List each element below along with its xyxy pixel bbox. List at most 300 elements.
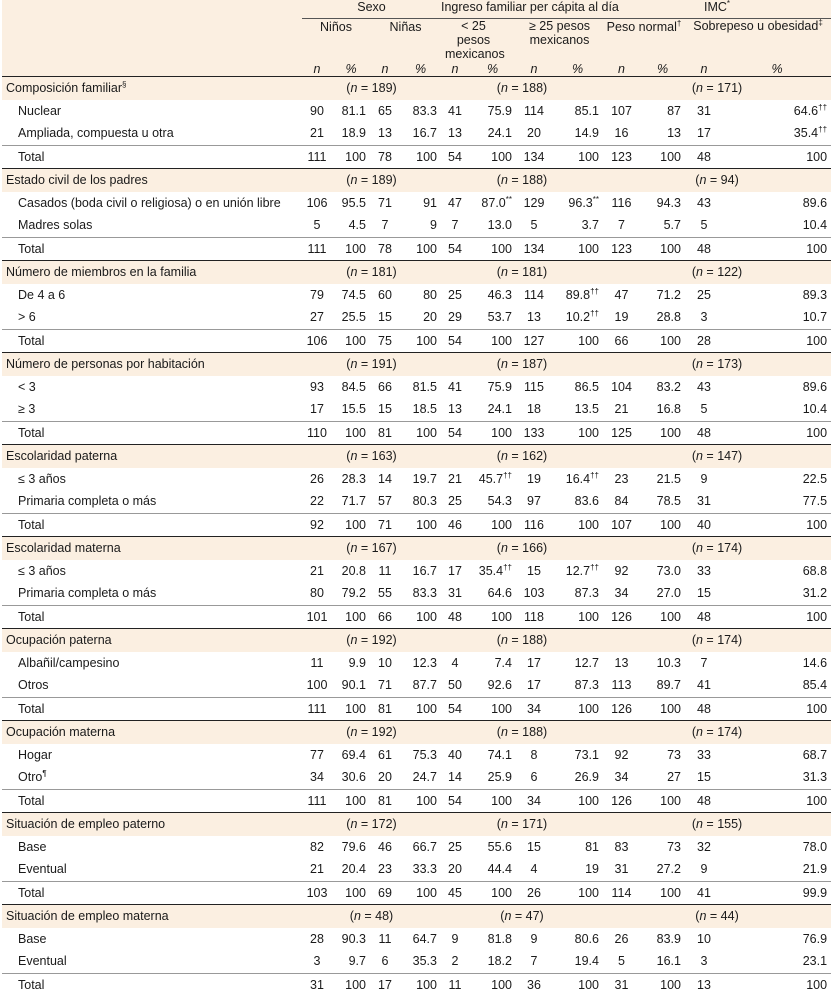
row-label-text: Primaria completa o más [18,586,157,601]
cell-value: 19 [527,471,541,486]
cell-value: 87 [667,103,681,118]
cell-n [441,582,469,605]
cell-pct [332,122,370,145]
cell-value: 17 [527,678,541,693]
section-title [2,813,302,836]
n-symbol: n [350,265,358,280]
total-pct: 100 [640,697,685,721]
cell-n [370,192,400,215]
cell-n [603,560,640,583]
row-label [2,744,302,767]
cell-value: 34 [310,770,324,785]
total-n: 101 [302,605,332,629]
cell-value: 5 [313,218,321,233]
total-pct: 100 [332,145,370,169]
cell-pct [640,284,685,307]
cell-n [685,398,723,421]
col-lt25-header: < 25 pesos mexicanos [445,19,505,61]
cell-value: 90 [310,103,324,118]
cell-n [370,306,400,329]
cell-value: 12.3 [412,655,437,670]
cell-value: 17 [697,126,711,141]
n-symbol: n [696,449,703,464]
cell-n [302,490,332,513]
cell-pct [469,398,516,421]
cell-pct [332,950,370,973]
cell-pct [469,122,516,145]
cell-n [603,100,640,123]
cell-value: 85.1 [574,103,599,118]
cell-value: 4 [451,655,459,670]
cell-n [516,836,552,859]
total-n: 103 [302,881,332,905]
total-n: 48 [685,421,723,445]
cell-value: 31 [697,103,711,118]
total-pct: 100 [640,421,685,445]
cell-n [302,306,332,329]
total-n: 127 [516,329,552,353]
cell-value: 24.1 [487,402,512,417]
cell-value: 84 [614,494,629,509]
n-symbol: n [500,725,508,740]
cell-pct [723,306,831,329]
cell-pct [723,766,831,789]
table-row [2,306,831,329]
total-n: 107 [603,513,640,537]
cell-value: 66.7 [412,839,437,854]
cell-n [441,468,469,491]
cell-pct [400,744,441,767]
cell-value: 9 [700,471,708,486]
cell-n [441,766,469,789]
cell-value: 57 [378,494,392,509]
cell-value: 21 [310,862,324,877]
cell-value: 114 [524,103,544,118]
cell-n [370,284,400,307]
row-label-text: Madres solas [18,218,93,233]
cell-n [603,950,640,973]
pct-subheader: % [332,61,370,77]
cell-value: 9 [700,862,708,877]
cell-value: 91 [423,195,437,210]
total-n: 118 [516,605,552,629]
cell-value: 77.5 [802,494,828,509]
row-label [2,766,302,789]
section-title [2,721,302,744]
cell-n [370,398,400,421]
cell-value: 83.3 [412,586,437,601]
row-label [2,582,302,605]
section-n-imc: (n = 122) [603,261,831,284]
n-symbol: n [350,633,358,648]
cell-n [370,950,400,973]
cell-value: 69.4 [341,747,366,762]
total-row [2,605,831,629]
cell-pct [400,858,441,881]
row-label [2,652,302,675]
section-n-ingreso: (n = 188) [441,721,603,744]
cell-pct [332,560,370,583]
cell-value: 7.4 [494,655,512,670]
cell-n [685,306,723,329]
section-n-ingreso: (n = 187) [441,353,603,376]
total-pct: 99.9 [723,881,831,905]
cell-value: 6 [381,954,389,969]
cell-n [302,744,332,767]
cell-pct [723,652,831,675]
cell-n [441,214,469,237]
section-row [2,813,831,836]
total-n: 106 [302,329,332,353]
cell-n [441,928,469,951]
cell-n [370,766,400,789]
section-row [2,721,831,744]
total-row [2,329,831,353]
cell-n [516,858,552,881]
cell-pct [400,214,441,237]
total-pct: 100 [400,605,441,629]
cell-pct [552,306,603,329]
cell-n [302,468,332,491]
total-pct: 100 [640,605,685,629]
cell-value: 15 [378,310,392,325]
cell-value: 10.4 [802,218,828,233]
cell-value: 31.2 [802,586,828,601]
cell-mark: †† [503,470,512,480]
cell-value: 73.1 [574,747,599,762]
cell-n [685,652,723,675]
row-label-text: ≥ 3 [18,402,36,417]
cell-n [603,490,640,513]
cell-pct [640,122,685,145]
n-symbol: n [500,633,508,648]
cell-pct [332,582,370,605]
cell-pct [723,192,831,215]
cell-value: 10.2 [565,310,591,325]
cell-value: 61 [378,747,392,762]
section-title [2,353,302,376]
cell-value: 90.3 [341,931,366,946]
cell-pct [552,582,603,605]
cell-pct [552,744,603,767]
n-symbol: n [500,357,508,372]
cell-n [685,214,723,237]
cell-value: 43 [697,379,711,394]
cell-value: 78.0 [802,839,828,854]
cell-n [441,192,469,215]
total-label: Total [2,145,302,169]
total-pct: 100 [332,421,370,445]
cell-value: 23 [614,471,629,486]
total-row [2,421,831,445]
cell-value: 14.6 [802,655,828,670]
cell-pct [469,674,516,697]
section-row [2,629,831,652]
n-subheader: n [302,61,332,77]
cell-pct [332,836,370,859]
total-pct: 100 [469,513,516,537]
row-label [2,490,302,513]
cell-value: 28 [310,931,324,946]
cell-pct [552,376,603,399]
section-title-mark: § [122,80,127,90]
total-n: 123 [603,145,640,169]
cell-pct [723,950,831,973]
cell-mark: †† [590,309,599,319]
cell-pct [640,100,685,123]
cell-value: 10 [697,931,711,946]
cell-value: 92 [614,747,629,762]
cell-n [302,858,332,881]
cell-n [516,928,552,951]
total-pct: 100 [332,973,370,996]
cell-value: 9 [430,218,437,233]
total-label: Total [2,973,302,996]
cell-n [441,858,469,881]
total-n: 126 [603,605,640,629]
section-n-ingreso: (n = 166) [441,537,603,560]
cell-value: 23.1 [802,954,828,969]
n-symbol: n [500,449,508,464]
row-label [2,674,302,697]
cell-value: 46.3 [487,287,512,302]
total-pct: 100 [552,513,603,537]
total-n: 71 [370,513,400,537]
total-n: 81 [370,789,400,813]
cell-n [370,122,400,145]
total-row [2,237,831,261]
total-pct: 100 [332,605,370,629]
section-title-text: Número de miembros en la familia [6,265,197,280]
row-label [2,836,302,859]
n-symbol: n [350,817,358,832]
table-row [2,928,831,951]
row-label-text: Albañil/campesino [18,655,120,670]
cell-value: 13 [448,126,462,141]
cell-value: 73 [667,747,681,762]
section-title-text: Escolaridad paterna [6,449,118,464]
cell-value: 5 [530,218,538,233]
cell-value: 17 [527,655,541,670]
cell-value: 18.9 [341,126,366,141]
cell-n [370,858,400,881]
cell-pct [469,468,516,491]
cell-n [370,836,400,859]
section-title-text: Composición familiar [6,81,123,96]
cell-n [685,766,723,789]
n-symbol: n [696,265,703,280]
section-row [2,905,831,928]
n-symbol: n [696,725,703,740]
total-pct: 100 [552,881,603,905]
section-title-text: Estado civil de los padres [6,173,148,188]
cell-mark: †† [818,125,828,135]
cell-value: 3 [313,954,321,969]
cell-value: 15 [697,586,711,601]
cell-pct [332,214,370,237]
cell-value: 15 [378,402,392,417]
col-ge25-header: ≥ 25 pesos mexicanos [528,19,591,47]
group-ingreso-header: Ingreso familiar per cápita al día [441,0,603,19]
cell-pct [552,214,603,237]
cell-value: 31.3 [802,770,828,785]
row-label-text: < 3 [18,379,36,394]
group-imc-header: IMC* [603,0,831,19]
n-subheader: n [603,61,640,77]
cell-value: 20 [378,770,392,785]
total-n: 34 [516,789,552,813]
cell-n [302,674,332,697]
cell-mark: †† [590,286,599,296]
cell-value: 77 [310,747,324,762]
row-label [2,950,302,973]
row-label [2,928,302,951]
total-pct: 100 [400,329,441,353]
cell-n [685,674,723,697]
total-pct: 100 [400,421,441,445]
cell-value: 13.5 [574,402,599,417]
total-pct: 100 [400,513,441,537]
cell-value: 22 [310,494,324,509]
table-row [2,490,831,513]
cell-value: 68.7 [802,747,828,762]
cell-mark: †† [590,562,599,572]
cell-n [516,192,552,215]
table-row [2,376,831,399]
section-n-ingreso: (n = 171) [441,813,603,836]
cell-value: 13.0 [487,218,512,233]
cell-value: 93 [310,379,324,394]
cell-pct [400,950,441,973]
n-symbol: n [350,541,358,556]
cell-n [370,100,400,123]
cell-value: 87.3 [574,678,599,693]
cell-mark: †† [818,102,828,112]
total-row [2,697,831,721]
cell-n [441,674,469,697]
cell-value: 86.5 [574,379,599,394]
row-label-mark: ¶ [42,769,47,779]
row-label [2,858,302,881]
cell-value: 11 [378,931,392,946]
total-pct: 100 [400,789,441,813]
cell-value: 35.4 [478,563,504,578]
cell-value: 90.1 [341,678,366,693]
cell-value: 89.7 [656,678,681,693]
cell-pct [723,928,831,951]
section-row [2,353,831,376]
n-symbol: n [500,817,508,832]
cell-n [685,560,723,583]
total-n: 54 [441,329,469,353]
cell-value: 64.7 [412,931,437,946]
cell-pct [640,652,685,675]
cell-value: 4.5 [348,218,366,233]
cell-value: 87.0 [481,195,506,210]
cell-pct [400,582,441,605]
total-pct: 100 [723,329,831,353]
cell-value: 7 [381,218,389,233]
cell-pct [723,122,831,145]
cell-n [603,928,640,951]
section-title [2,537,302,560]
cell-value: 9.9 [348,655,366,670]
row-label-text: De 4 a 6 [18,287,66,302]
cell-value: 80.6 [574,931,599,946]
cell-n [603,376,640,399]
total-pct: 100 [332,513,370,537]
n-subheader: n [370,61,400,77]
cell-value: 53.7 [487,310,512,325]
col-sobrepeso-header: Sobrepeso u obesidad‡ [693,17,823,33]
n-symbol: n [350,173,358,188]
total-n: 31 [603,973,640,996]
cell-value: 22.5 [802,471,828,486]
cell-n [370,674,400,697]
subheader-blank [2,61,302,77]
section-n-sexo: (n = 192) [302,629,441,652]
cell-value: 55.6 [487,839,512,854]
cell-n [441,744,469,767]
cell-value: 31 [614,862,629,877]
table-row [2,950,831,973]
cell-n [370,582,400,605]
cell-pct [469,306,516,329]
total-pct: 100 [723,421,831,445]
table-row [2,100,831,123]
cell-value: 68.8 [802,563,828,578]
total-pct: 100 [640,145,685,169]
cell-value: 55 [378,586,392,601]
cell-value: 15.5 [341,402,366,417]
cell-n [302,560,332,583]
cell-value: 71.2 [656,287,681,302]
cell-value: 78.5 [656,494,681,509]
cell-value: 17 [310,402,324,417]
cell-n [603,284,640,307]
cell-value: 13 [448,402,462,417]
total-n: 123 [603,237,640,261]
cell-n [370,214,400,237]
cell-value: 80 [423,287,437,302]
total-n: 111 [302,145,332,169]
total-pct: 100 [640,973,685,996]
cell-pct [332,674,370,697]
cell-n [441,122,469,145]
cell-value: 75.9 [487,103,512,118]
cell-n [516,490,552,513]
cell-value: 14.9 [574,126,599,141]
section-title [2,77,302,100]
cell-n [685,836,723,859]
cell-value: 5.7 [663,218,681,233]
cell-n [603,582,640,605]
cell-value: 35.3 [412,954,437,969]
table-row [2,744,831,767]
cell-value: 9 [530,931,538,946]
total-pct: 100 [640,881,685,905]
total-n: 133 [516,421,552,445]
cell-pct [400,122,441,145]
total-pct: 100 [723,145,831,169]
cell-value: 31 [448,586,462,601]
row-label-text: Nuclear [18,103,62,118]
cell-pct [723,376,831,399]
cell-pct [723,398,831,421]
cell-n [603,398,640,421]
n-subheader: n [685,61,723,77]
table-row [2,858,831,881]
